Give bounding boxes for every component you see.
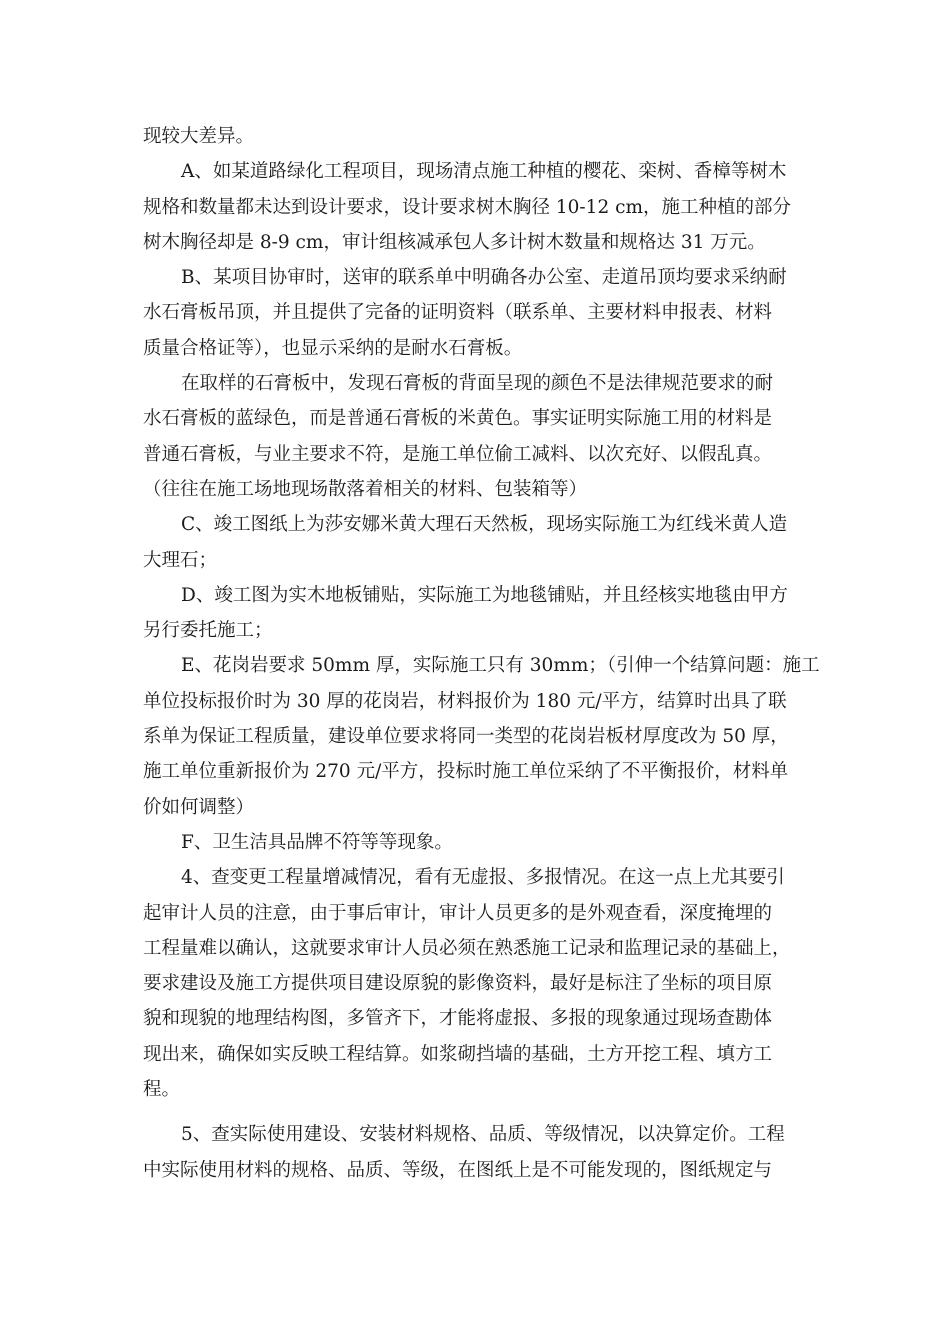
text-line: 起审计人员的注意，由于事后审计，审计人员更多的是外观查看，深度掩埋的 [143,902,773,924]
text-line: 普通石膏板，与业主要求不符，是施工单位偷工减料、以次充好、以假乱真。 [143,443,773,465]
text-line: 工程量难以确认，这就要求审计人员必须在熟悉施工记录和监理记录的基础上， [143,937,791,959]
text-line: 价如何调整） [143,796,255,818]
text-line: 现出来，确保如实反映工程结算。如浆砌挡墙的基础，土方开挖工程、填方工 [143,1043,773,1065]
text-line: 树木胸径却是 8-9 cm，审计组核减承包人多计树木数量和规格达 31 万元。 [143,231,766,253]
text-line: 规格和数量都未达到设计要求，设计要求树木胸径 10-12 cm，施工种植的部分 [143,196,791,218]
text-line: 在取样的石膏板中，发现石膏板的背面呈现的颜色不是法律规范要求的耐 [181,373,774,395]
text-line: （往往在施工场地现场散落着相关的材料、包装箱等） [143,478,588,500]
text-line: E、花岗岩要求 50mm 厚，实际施工只有 30mm；（引伸一个结算问题：施工 [181,655,820,677]
text-line: 要求建设及施工方提供项目建设原貌的影像资料，最好是标注了坐标的项目原 [143,973,773,995]
text-line: 系单为保证工程质量，建设单位要求将同一类型的花岗岩板材厚度改为 50 厚， [143,726,789,748]
text-line: 中实际使用材料的规格、品质、等级，在图纸上是不可能发现的，图纸规定与 [143,1159,773,1181]
text-line: 另行委托施工； [143,620,273,642]
text-line: 现较大差异。 [143,126,255,147]
text-line: D、竣工图为实木地板铺贴，实际施工为地毯铺贴，并且经核实地毯由甲方 [181,584,788,606]
text-line: 单位投标报价时为 30 厚的花岗岩，材料报价为 180 元/平方，结算时出具了联 [143,690,787,712]
text-line: 5、查实际使用建设、安装材料规格、品质、等级情况，以决算定价。工程 [181,1124,785,1146]
document-body [143,119,820,1188]
text-line: 质量合格证等），也显示采纳的是耐水石膏板。 [143,337,523,359]
text-line: A、如某道路绿化工程项目，现场清点施工种植的樱花、栾树、香樟等树木 [181,161,787,183]
text-line: 大理石； [143,549,218,571]
text-line: C、竣工图纸上为莎安娜米黄大理石天然板，现场实际施工为红线米黄人造 [181,514,788,536]
text-line: 施工单位重新报价为 270 元/平方，投标时施工单位采纳了不平衡报价，材料单 [143,761,789,783]
text-line: 水石膏板的蓝绿色，而是普通石膏板的米黄色。事实证明实际施工用的材料是 [143,408,773,430]
text-line: 4、查变更工程量增减情况，看有无虚报、多报情况。在这一点上尤其要引 [181,867,785,889]
paragraph-gap [143,1107,807,1117]
text-line: 貌和现貌的地理结构图，多管齐下，才能将虚报、多报的现象通过现场查勘体 [143,1008,773,1030]
text-line: B、某项目协审时，送审的联系单中明确各办公室、走道吊顶均要求采纳耐 [181,267,787,289]
text-line: 水石膏板吊顶，并且提供了完备的证明资料（联系单、主要材料申报表、材料 [143,302,773,324]
text-line: 程。 [143,1079,181,1101]
text-line: F、卫生洁具品牌不符等等现象。 [181,831,453,853]
